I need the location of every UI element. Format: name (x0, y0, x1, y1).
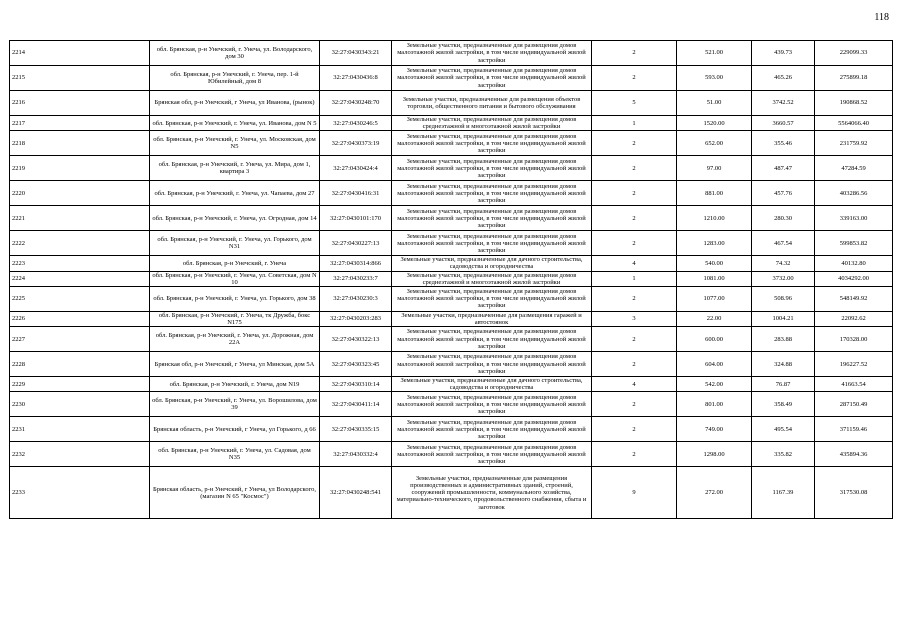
cadastral-value-cell: 339163.00 (815, 206, 893, 231)
area-cell: 600.00 (677, 327, 752, 352)
cadastral-number-cell: 32:27:0430373:19 (320, 131, 392, 156)
area-cell: 51.00 (677, 91, 752, 116)
area-cell: 1283.00 (677, 231, 752, 256)
specific-value-cell: 358.49 (752, 392, 815, 417)
use-group-cell: 2 (592, 392, 677, 417)
cadastral-number-cell: 32:27:0430314:866 (320, 256, 392, 271)
use-group-cell: 2 (592, 352, 677, 377)
use-group-cell: 4 (592, 377, 677, 392)
land-use-cell: Земельные участки, предназначенные для размещения домов малоэтажной жилой застройки, в том числе индивидуальной жилой застройки (392, 392, 592, 417)
row-number: 2221 (10, 206, 150, 231)
row-number: 2214 (10, 41, 150, 66)
land-use-cell: Земельные участки, предназначенные для размещения домов малоэтажной жилой застройки, в том числе индивидуальной жилой застройки (392, 231, 592, 256)
table-row (10, 271, 893, 286)
cadastral-number-cell: 32:27:0430416:31 (320, 181, 392, 206)
land-use-cell: Земельные участки, предназначенные для размещения домов малоэтажной жилой застройки, в том числе индивидуальной жилой застройки (392, 66, 592, 91)
specific-value-cell: 467.54 (752, 231, 815, 256)
specific-value-cell: 1004.21 (752, 311, 815, 326)
area-cell: 881.00 (677, 181, 752, 206)
land-use-cell: Земельные участки, предназначенные для размещения гаражей и автостоянок (392, 311, 592, 326)
area-cell: 593.00 (677, 66, 752, 91)
specific-value-cell: 280.30 (752, 206, 815, 231)
table-row (10, 392, 893, 417)
cadastral-number-cell: 32:27:0430248:541 (320, 467, 392, 519)
row-number: 2223 (10, 256, 150, 271)
address-cell: обл. Брянская, р-н Унечский, г. Унеча, ул. Володарского, дом 30 (150, 41, 320, 66)
use-group-cell: 3 (592, 311, 677, 326)
row-number: 2231 (10, 417, 150, 442)
land-use-cell: Земельные участки, предназначенные для размещения домов малоэтажной жилой застройки, в том числе индивидуальной жилой застройки (392, 181, 592, 206)
address-cell: обл. Брянская, р-н Унечский, г. Унеча, ул. Иванова, дом N 5 (150, 116, 320, 131)
use-group-cell: 2 (592, 417, 677, 442)
cadastral-value-cell: 190868.52 (815, 91, 893, 116)
cadastral-number-cell: 32:27:0430332:4 (320, 442, 392, 467)
cadastral-value-cell: 170328.00 (815, 327, 893, 352)
row-number: 2224 (10, 271, 150, 286)
land-use-cell: Земельные участки, предназначенные для размещения домов малоэтажной жилой застройки, в том числе индивидуальной жилой застройки (392, 327, 592, 352)
cadastral-number-cell: 32:27:0430246:5 (320, 116, 392, 131)
specific-value-cell: 324.88 (752, 352, 815, 377)
address-cell: обл. Брянская, р-н Унечский, г. Унеча, ул. Мира, дом 1, квартира 3 (150, 156, 320, 181)
cadastral-value-table (9, 40, 893, 519)
row-number: 2228 (10, 352, 150, 377)
specific-value-cell: 3732.00 (752, 271, 815, 286)
area-cell: 542.00 (677, 377, 752, 392)
cadastral-value-cell: 5564066.40 (815, 116, 893, 131)
area-cell: 540.00 (677, 256, 752, 271)
cadastral-number-cell: 32:27:0430233:7 (320, 271, 392, 286)
address-cell: обл. Брянская, р-н Унечский, г. Унеча, дом N19 (150, 377, 320, 392)
specific-value-cell: 3660.57 (752, 116, 815, 131)
land-use-cell: Земельные участки, предназначенные для размещения домов малоэтажной жилой застройки, в том числе индивидуальной жилой застройки (392, 417, 592, 442)
use-group-cell: 5 (592, 91, 677, 116)
area-cell: 521.00 (677, 41, 752, 66)
table-row (10, 256, 893, 271)
land-use-cell: Земельные участки, предназначенные для размещения домов малоэтажной жилой застройки, в том числе индивидуальной жилой застройки (392, 41, 592, 66)
specific-value-cell: 74.32 (752, 256, 815, 271)
address-cell: обл. Брянская, р-н Унечский, г. Унеча, ул. Ворошилова, дом 39 (150, 392, 320, 417)
address-cell: обл. Брянская, р-н Унечский, г. Унеча, пер. 1-й Юбилейный, дом 8 (150, 66, 320, 91)
specific-value-cell: 487.47 (752, 156, 815, 181)
area-cell: 801.00 (677, 392, 752, 417)
row-number: 2220 (10, 181, 150, 206)
cadastral-number-cell: 32:27:0430310:14 (320, 377, 392, 392)
row-number: 2219 (10, 156, 150, 181)
specific-value-cell: 457.76 (752, 181, 815, 206)
specific-value-cell: 335.82 (752, 442, 815, 467)
cadastral-number-cell: 32:27:0430227:13 (320, 231, 392, 256)
table-row (10, 327, 893, 352)
specific-value-cell: 3742.52 (752, 91, 815, 116)
area-cell: 272.00 (677, 467, 752, 519)
table-row (10, 442, 893, 467)
cadastral-number-cell: 32:27:0430335:15 (320, 417, 392, 442)
cadastral-value-cell: 275899.18 (815, 66, 893, 91)
address-cell: обл. Брянская, р-н Унечский, г. Унеча, тк Дружба, бокс N175 (150, 311, 320, 326)
cadastral-number-cell: 32:27:0430424:4 (320, 156, 392, 181)
table-row (10, 131, 893, 156)
cadastral-number-cell: 32:27:0430411:14 (320, 392, 392, 417)
row-number: 2229 (10, 377, 150, 392)
row-number: 2216 (10, 91, 150, 116)
use-group-cell: 1 (592, 116, 677, 131)
specific-value-cell: 283.88 (752, 327, 815, 352)
area-cell: 604.00 (677, 352, 752, 377)
use-group-cell: 4 (592, 256, 677, 271)
cadastral-number-cell: 32:27:0430436:8 (320, 66, 392, 91)
row-number: 2218 (10, 131, 150, 156)
area-cell: 749.00 (677, 417, 752, 442)
table-row (10, 41, 893, 66)
use-group-cell: 2 (592, 206, 677, 231)
cadastral-value-cell: 41663.54 (815, 377, 893, 392)
land-use-cell: Земельные участки, предназначенные для размещения домов среднеэтажной и многоэтажной жилой застройки (392, 116, 592, 131)
specific-value-cell: 76.87 (752, 377, 815, 392)
row-number: 2233 (10, 467, 150, 519)
table-row (10, 377, 893, 392)
cadastral-value-cell: 548149.92 (815, 286, 893, 311)
use-group-cell: 2 (592, 442, 677, 467)
address-cell: обл. Брянская, р-н Унечский, г. Унеча, ул. Дорожная, дом 22А (150, 327, 320, 352)
use-group-cell: 2 (592, 66, 677, 91)
use-group-cell: 2 (592, 41, 677, 66)
area-cell: 1298.00 (677, 442, 752, 467)
area-cell: 97.00 (677, 156, 752, 181)
use-group-cell: 2 (592, 231, 677, 256)
cadastral-number-cell: 32:27:0430248:70 (320, 91, 392, 116)
cadastral-number-cell: 32:27:0430203:283 (320, 311, 392, 326)
cadastral-number-cell: 32:27:0430323:45 (320, 352, 392, 377)
row-number: 2215 (10, 66, 150, 91)
area-cell: 1081.00 (677, 271, 752, 286)
address-cell: обл. Брянская, р-н Унечский, г. Унеча, ул. Горького, дом 38 (150, 286, 320, 311)
cadastral-value-cell: 403286.56 (815, 181, 893, 206)
row-number: 2225 (10, 286, 150, 311)
specific-value-cell: 495.54 (752, 417, 815, 442)
table-row (10, 286, 893, 311)
cadastral-value-cell: 196227.52 (815, 352, 893, 377)
address-cell: обл. Брянская, р-н Унечский, г. Унеча, ул. Садовая, дом N35 (150, 442, 320, 467)
table-row (10, 352, 893, 377)
row-number: 2227 (10, 327, 150, 352)
land-use-cell: Земельные участки, предназначенные для размещения производственных и административных зданий, строений, сооружений промышленности, коммунального хозяйства, материально-технического, продовольственного снабжения, сбыта и заготовок (392, 467, 592, 519)
use-group-cell: 9 (592, 467, 677, 519)
table-row (10, 417, 893, 442)
use-group-cell: 2 (592, 327, 677, 352)
address-cell: обл. Брянская, р-н Унечский, г. Унеча, ул. Чапаева, дом 27 (150, 181, 320, 206)
address-cell: Брянская обл, р-н Унечский, г Унеча, ул Минская, дом 5А (150, 352, 320, 377)
address-cell: обл. Брянская, р-н Унечский, г. Унеча, ул. Горького, дом N31 (150, 231, 320, 256)
address-cell: Брянская область, р-н Унечский, г Унеча, ул Горького, д 66 (150, 417, 320, 442)
land-use-cell: Земельные участки, предназначенные для размещения объектов торговли, общественного питания и бытового обслуживания (392, 91, 592, 116)
use-group-cell: 2 (592, 131, 677, 156)
land-use-cell: Земельные участки, предназначенные для размещения домов малоэтажной жилой застройки, в том числе индивидуальной жилой застройки (392, 131, 592, 156)
cadastral-number-cell: 32:27:0430343:21 (320, 41, 392, 66)
row-number: 2232 (10, 442, 150, 467)
land-use-cell: Земельные участки, предназначенные для размещения домов малоэтажной жилой застройки, в том числе индивидуальной жилой застройки (392, 156, 592, 181)
cadastral-number-cell: 32:27:0430101:170 (320, 206, 392, 231)
table-row (10, 206, 893, 231)
row-number: 2222 (10, 231, 150, 256)
area-cell: 22.00 (677, 311, 752, 326)
area-cell: 652.00 (677, 131, 752, 156)
cadastral-value-cell: 4034292.00 (815, 271, 893, 286)
table-row (10, 231, 893, 256)
page-number: 118 (874, 12, 889, 23)
cadastral-value-cell: 229099.33 (815, 41, 893, 66)
specific-value-cell: 439.73 (752, 41, 815, 66)
land-use-cell: Земельные участки, предназначенные для дачного строительства, садоводства и огородничества (392, 256, 592, 271)
land-use-cell: Земельные участки, предназначенные для размещения домов малоэтажной жилой застройки, в том числе индивидуальной жилой застройки (392, 286, 592, 311)
area-cell: 1077.00 (677, 286, 752, 311)
area-cell: 1520.00 (677, 116, 752, 131)
cadastral-value-cell: 40132.80 (815, 256, 893, 271)
cadastral-value-cell: 435894.36 (815, 442, 893, 467)
address-cell: обл. Брянская, р-н Унечский, г. Унеча (150, 256, 320, 271)
area-cell: 1210.00 (677, 206, 752, 231)
land-use-cell: Земельные участки, предназначенные для размещения домов среднеэтажной и многоэтажной жилой застройки (392, 271, 592, 286)
table-row (10, 311, 893, 326)
table-row (10, 66, 893, 91)
table-row (10, 467, 893, 519)
land-use-cell: Земельные участки, предназначенные для дачного строительства, садоводства и огородничества (392, 377, 592, 392)
table-row (10, 181, 893, 206)
land-use-cell: Земельные участки, предназначенные для размещения домов малоэтажной жилой застройки, в том числе индивидуальной жилой застройки (392, 442, 592, 467)
table-row (10, 116, 893, 131)
row-number: 2230 (10, 392, 150, 417)
cadastral-value-cell: 287150.49 (815, 392, 893, 417)
cadastral-value-cell: 317530.08 (815, 467, 893, 519)
row-number: 2217 (10, 116, 150, 131)
specific-value-cell: 465.26 (752, 66, 815, 91)
cadastral-value-cell: 599853.82 (815, 231, 893, 256)
specific-value-cell: 508.96 (752, 286, 815, 311)
use-group-cell: 1 (592, 271, 677, 286)
table-row (10, 156, 893, 181)
cadastral-number-cell: 32:27:0430230:3 (320, 286, 392, 311)
cadastral-value-cell: 371159.46 (815, 417, 893, 442)
land-use-cell: Земельные участки, предназначенные для размещения домов малоэтажной жилой застройки, в том числе индивидуальной жилой застройки (392, 352, 592, 377)
cadastral-number-cell: 32:27:0430322:13 (320, 327, 392, 352)
specific-value-cell: 1167.39 (752, 467, 815, 519)
address-cell: обл. Брянская, р-н Унечский, г. Унеча, ул. Московская, дом N5 (150, 131, 320, 156)
use-group-cell: 2 (592, 286, 677, 311)
specific-value-cell: 355.46 (752, 131, 815, 156)
row-number: 2226 (10, 311, 150, 326)
cadastral-value-cell: 22092.62 (815, 311, 893, 326)
land-use-cell: Земельные участки, предназначенные для размещения домов малоэтажной жилой застройки, в том числе индивидуальной жилой застройки (392, 206, 592, 231)
address-cell: Брянская область, р-н Унечский, г Унеча, ул Володарского, (магазин N 65 "Космос") (150, 467, 320, 519)
address-cell: обл. Брянская, р-н Унечский, г. Унеча, ул. Огродная, дом 14 (150, 206, 320, 231)
use-group-cell: 2 (592, 156, 677, 181)
table-row (10, 91, 893, 116)
cadastral-value-cell: 231759.92 (815, 131, 893, 156)
use-group-cell: 2 (592, 181, 677, 206)
address-cell: Брянская обл, р-н Унечский, г Унеча, ул Иванова, (рынок) (150, 91, 320, 116)
cadastral-value-cell: 47284.59 (815, 156, 893, 181)
address-cell: обл. Брянская, р-н Унечский, г. Унеча, ул. Советская, дом N 10 (150, 271, 320, 286)
